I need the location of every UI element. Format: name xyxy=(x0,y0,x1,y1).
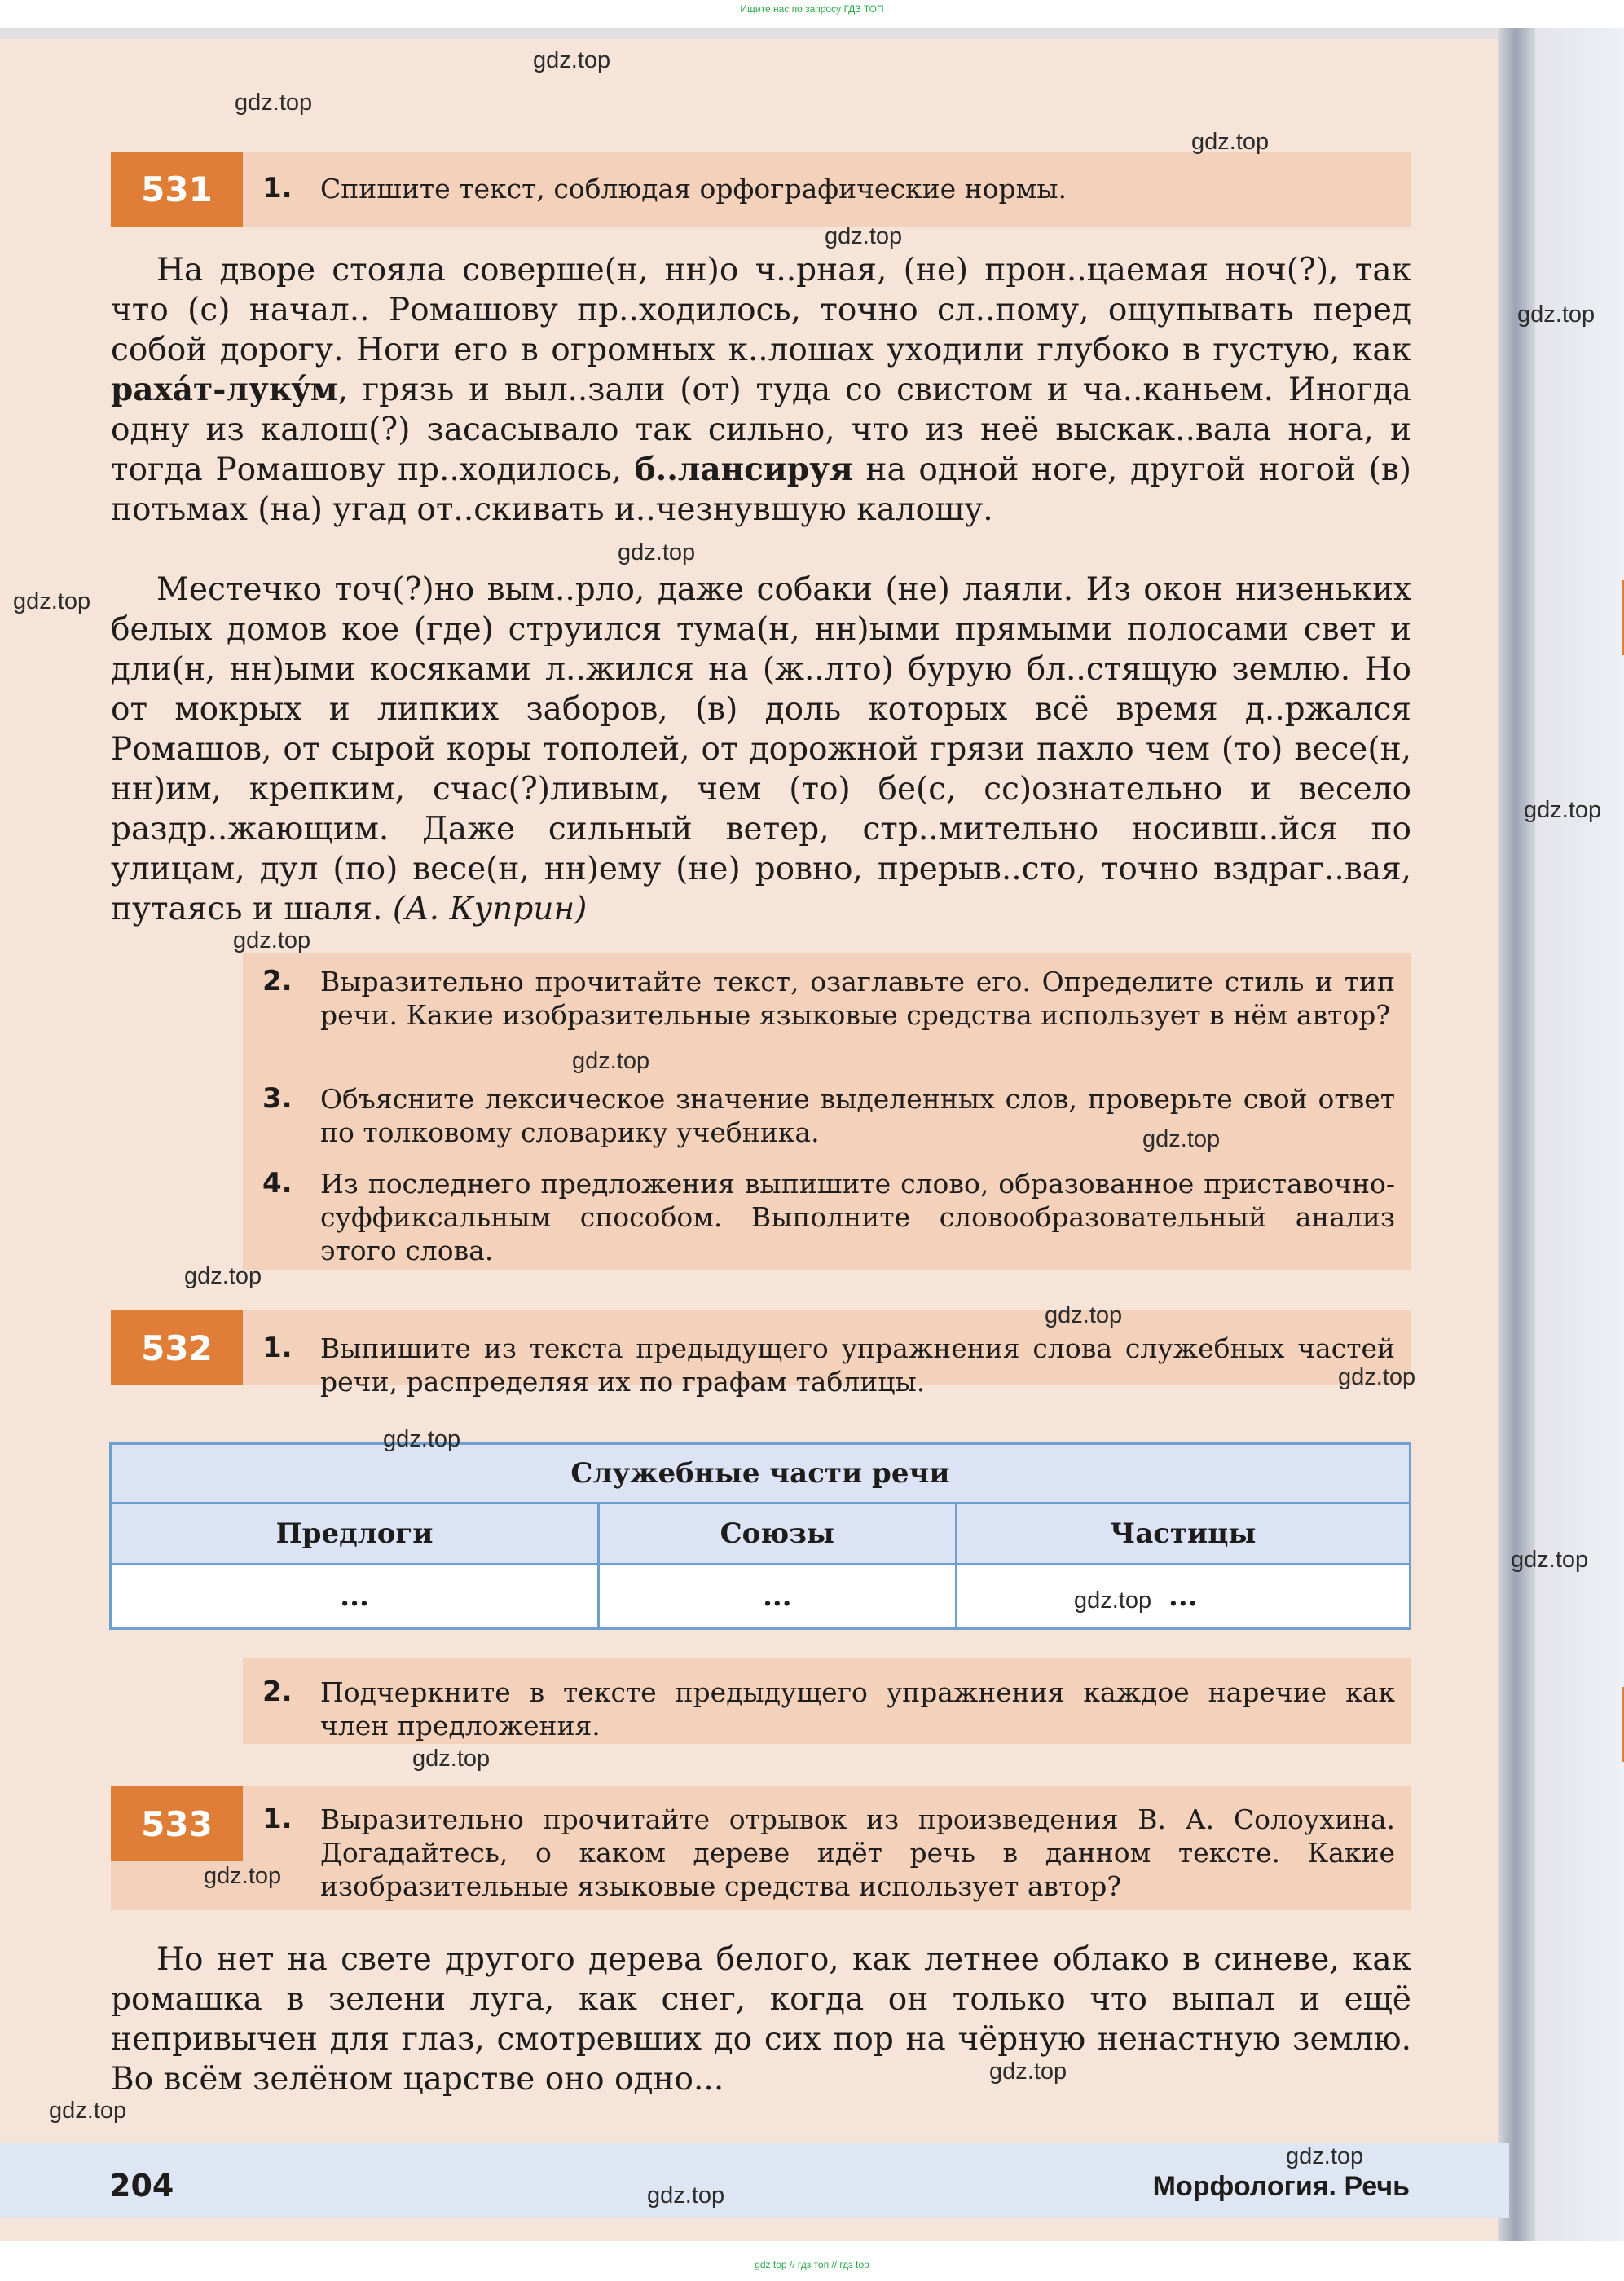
watermark: gdz.top xyxy=(412,1746,491,1772)
watermark: gdz.top xyxy=(1074,1587,1152,1614)
watermark: gdz.top xyxy=(235,90,313,116)
watermark: gdz.top xyxy=(533,47,611,73)
paragraph-text: на одной ноге, другой ногой (в) потьмах (на) угад от..скивать и..чезнувшую калошу. xyxy=(111,451,1412,528)
exercise-533-task1 xyxy=(262,1803,1395,1903)
task-number: 2. xyxy=(262,965,293,997)
next-page-edge xyxy=(1535,28,1624,2241)
watermark: gdz.top xyxy=(989,2059,1067,2085)
exercise-531-task2 xyxy=(262,965,1395,1032)
watermark: gdz.top xyxy=(233,927,311,953)
task-text: Из последнего предложения выпишите слово, образованное приставочно-суффиксальным способом. Выполните словообразовательный анализ этого слова. xyxy=(320,1168,1395,1266)
task-text: Спишите текст, соблюдая орфографические нормы. xyxy=(320,173,1067,205)
highlighted-word: б..лансируя xyxy=(634,451,853,488)
exercise-532-task2 xyxy=(262,1676,1395,1742)
highlighted-word: рахáт-лукýм xyxy=(111,371,338,408)
table-cell: ... xyxy=(111,1565,599,1629)
column-header-prepositions: Предлоги xyxy=(111,1504,599,1565)
exercise-531-paragraph-2 xyxy=(111,570,1411,929)
task-text: Выразительно прочитайте отрывок из произведения В. А. Солоухина. Догадайтесь, о каком дереве идёт речь в данном тексте. Какие изобразительные языковые средства использует автор? xyxy=(320,1803,1395,1902)
exercise-532-task1 xyxy=(262,1332,1395,1398)
page-number: 204 xyxy=(109,2168,174,2204)
exercise-531-paragraph-1 xyxy=(111,250,1411,530)
watermark: gdz.top xyxy=(1524,797,1602,823)
watermark: gdz.top xyxy=(204,1863,282,1889)
watermark: gdz.top xyxy=(383,1426,461,1452)
watermark: gdz.top xyxy=(572,1048,650,1074)
paragraph-text: Местечко точ(?)но вым..рло, даже собаки (не) лаяли. Из окон низеньких белых домов кое (где) струился тума(н, нн)ыми прямыми полосами свет и дли(н, нн)ыми косяками л..жился на (ж..лто) бурую бл..стящую землю. Но от мокрых и липких заборов, (в) доль которых всё время д..ржался Ромашов, от сырой коры тополей, от дорожной грязи пахло чем (то) весе(н, нн)им, крепким, счас(?)ливым, чем (то) бе(с, сс)ознательно и весело раздр..жающим. Даже сильный ветер, стр..мительно носивш..йся по улицам, дул (по) весе(н, нн)ему (не) ровно, прерыв..сто, точно вздраг..вая, путаясь и шаля. xyxy=(111,571,1411,927)
task-text: Выпишите из текста предыдущего упражнения слова служебных частей речи, распределяя их по графам таблицы. xyxy=(320,1332,1395,1398)
exercise-531-number: 531 xyxy=(111,152,243,227)
watermark: gdz.top xyxy=(1286,2143,1364,2169)
watermark: gdz.top xyxy=(1045,1302,1123,1328)
watermark: gdz.top xyxy=(1338,1364,1416,1390)
watermark: gdz.top xyxy=(49,2098,127,2124)
book-spine-shadow xyxy=(1498,28,1537,2241)
watermark: gdz.top xyxy=(13,588,91,614)
bottom-promo-note: gdz top // гдз топ // гдз top xyxy=(755,2259,869,2270)
task-number: 4. xyxy=(262,1167,293,1200)
watermark: gdz.top xyxy=(647,2182,725,2208)
service-parts-table xyxy=(109,1442,1411,1630)
paragraph-text: , грязь и выл..зали (от) туда со свистом и ча..каньем. Иногда одну из калош(?) засасывало так сильно, что из неё выскак..вала нога, и тогда Ромашову пр..ходилось, xyxy=(111,372,1411,488)
exercise-533-passage xyxy=(111,1940,1411,2099)
task-number: 1. xyxy=(262,1332,293,1364)
watermark: gdz.top xyxy=(1142,1126,1221,1152)
watermark: gdz.top xyxy=(618,539,696,566)
task-number: 3. xyxy=(262,1082,293,1115)
watermark: gdz.top xyxy=(1511,1547,1589,1573)
column-header-conjunctions: Союзы xyxy=(599,1504,957,1565)
exercise-533-number: 533 xyxy=(111,1786,243,1861)
task-text: Объясните лексическое значение выделенных слов, проверьте свой ответ по толковому словарику учебника. xyxy=(320,1083,1395,1148)
author-attribution: (А. Куприн) xyxy=(392,891,588,927)
task-number: 2. xyxy=(262,1676,293,1708)
top-promo-note: Ищите нас по запросу ГДЗ ТОП xyxy=(740,3,884,15)
task-text: Подчеркните в тексте предыдущего упражнения каждое наречие как член предложения. xyxy=(320,1676,1395,1742)
task-text: Выразительно прочитайте текст, озаглавьте его. Определите стиль и тип речи. Какие изобразительные языковые средства использует в нём автор? xyxy=(320,966,1395,1031)
passage-text: Но нет на свете другого дерева белого, как летнее облако в синеве, как ромашка в зелени луга, как снег, когда он только что выпал и ещё непривычен для глаз, смотревших до сих пор на чёрную ненастную землю. Во всём зелёном царстве оно одно... xyxy=(111,1941,1411,2098)
task-number: 1. xyxy=(262,172,293,205)
exercise-531-task1 xyxy=(262,172,1395,205)
paragraph-text: На дворе стояла соверше(н, нн)о ч..рная, (не) прон..цаемая ноч(?), так что (с) начал.. Ромашову пр..ходилось, точно сл..пому, ощупывать перед собой дорогу. Ноги его в огромных к..лошах уходили глубоко в густую, как xyxy=(111,252,1411,368)
watermark: gdz.top xyxy=(825,223,903,249)
task-number: 1. xyxy=(262,1803,293,1835)
column-header-particles: Частицы xyxy=(956,1504,1410,1565)
exercise-531-task4 xyxy=(262,1167,1395,1267)
table-title: Служебные части речи xyxy=(111,1444,1411,1504)
section-title: Морфология. Речь xyxy=(1152,2171,1410,2202)
watermark: gdz.top xyxy=(1191,129,1270,155)
table-cell: ... xyxy=(599,1565,957,1629)
exercise-532-number: 532 xyxy=(111,1310,243,1385)
exercise-531-task3 xyxy=(262,1082,1395,1149)
watermark: gdz.top xyxy=(184,1263,262,1289)
table-cell: ... xyxy=(956,1565,1410,1629)
page-top-edge xyxy=(0,28,1509,39)
watermark: gdz.top xyxy=(1517,302,1595,328)
